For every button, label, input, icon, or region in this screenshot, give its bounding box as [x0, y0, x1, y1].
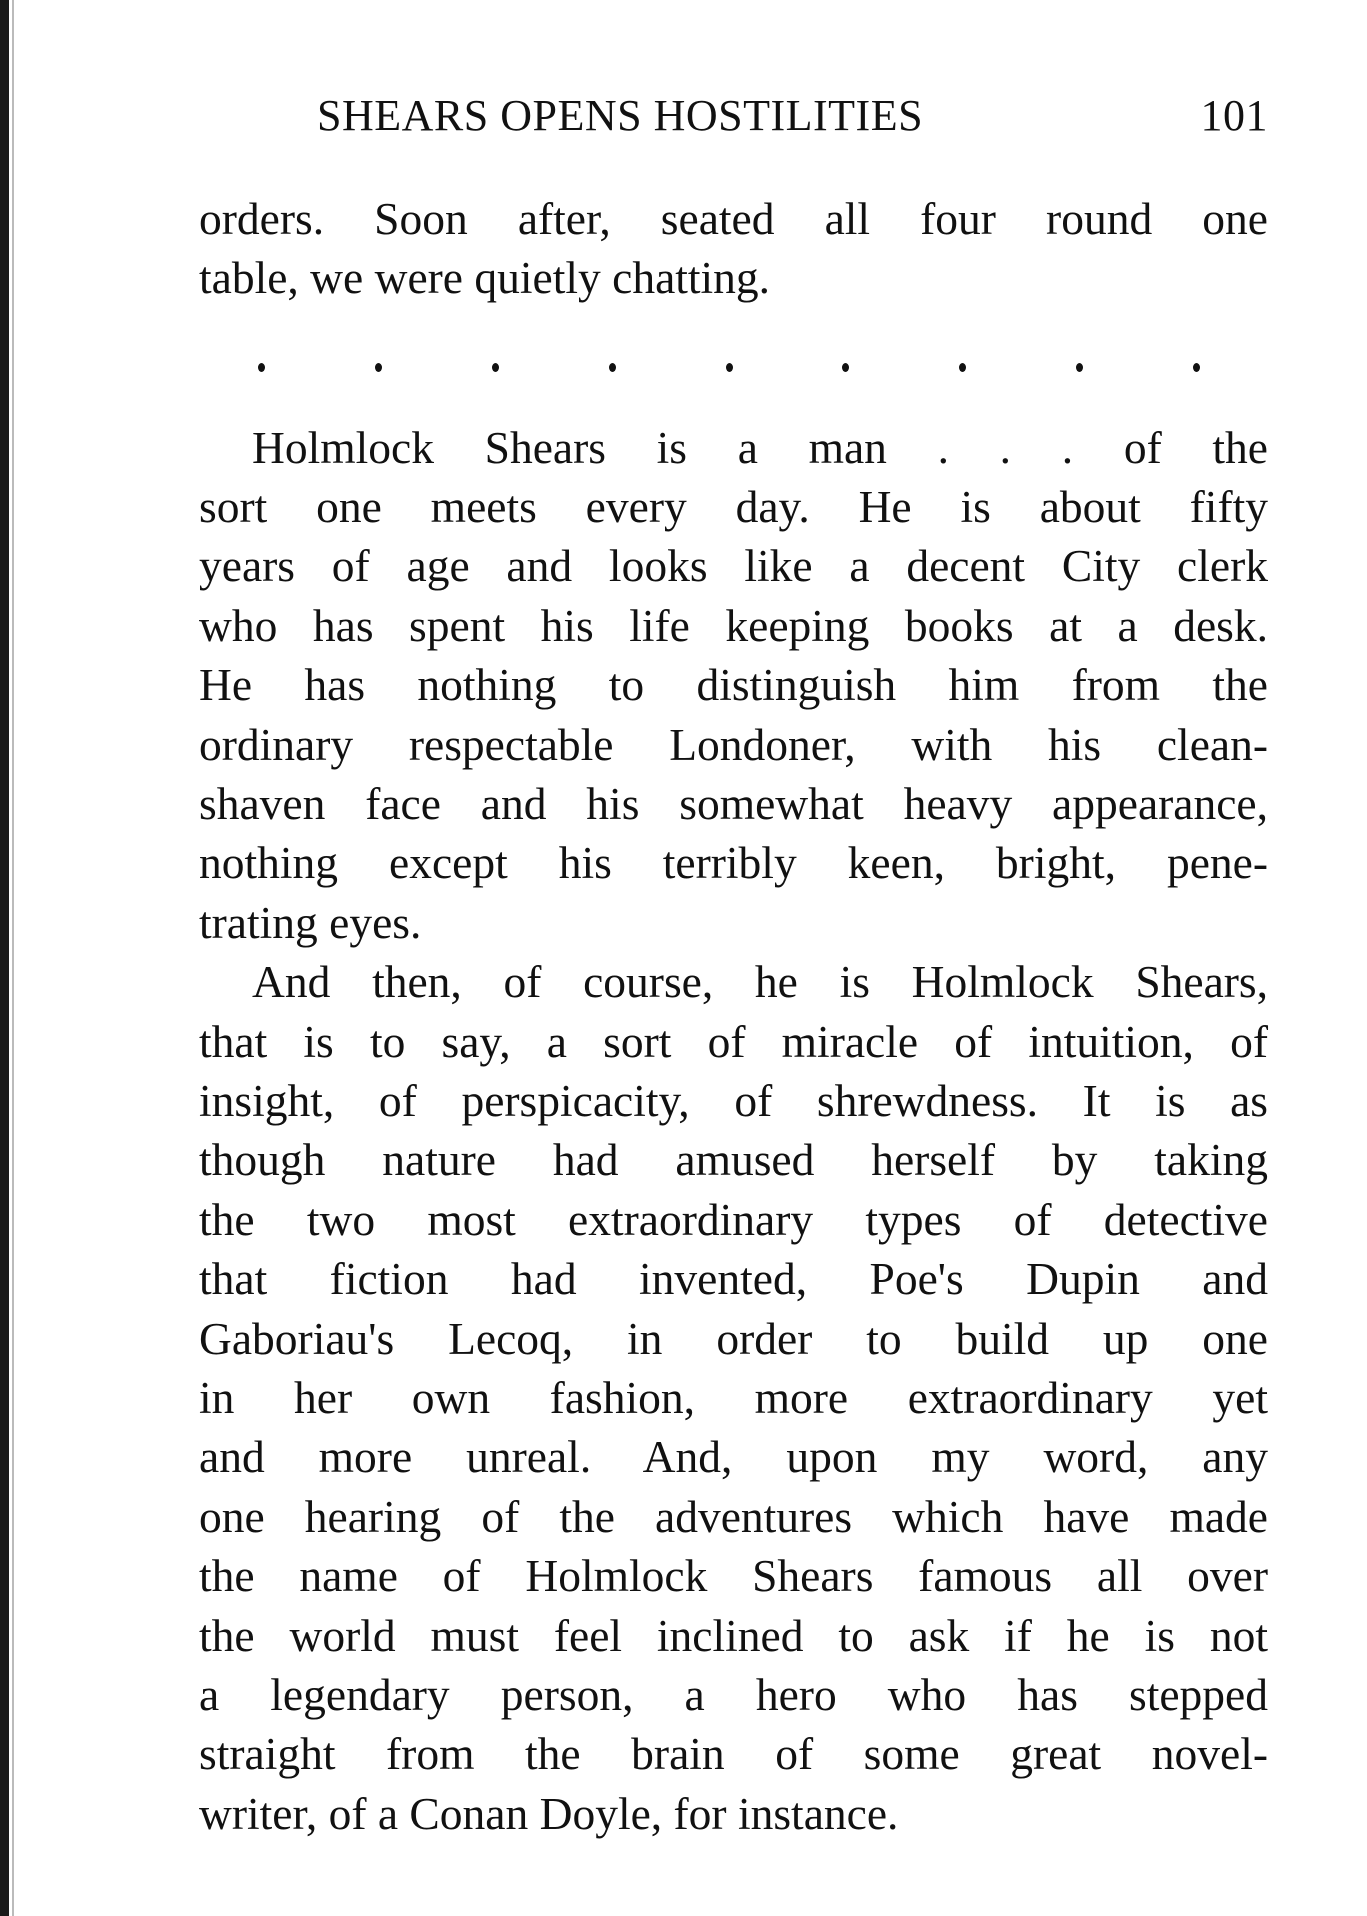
- ellipsis-dot: [375, 363, 382, 372]
- text-line: ordinary respectable Londoner, with his clean-: [199, 718, 1268, 770]
- text-line: that is to say, a sort of miracle of intuition, of: [199, 1015, 1268, 1067]
- text-line: one hearing of the adventures which have made: [199, 1490, 1268, 1542]
- text-line: Gaboriau's Lecoq, in order to build up one: [199, 1312, 1268, 1364]
- text-line: Holmlock Shears is a man . . . of the: [252, 421, 1268, 473]
- running-title: SHEARS OPENS HOSTILITIES: [317, 91, 924, 140]
- ellipsis-dot: [959, 363, 966, 372]
- text-line: who has spent his life keeping books at a desk.: [199, 599, 1268, 651]
- ellipsis-dot: [492, 363, 499, 372]
- ellipsis-dot: [609, 363, 616, 372]
- text-line: in her own fashion, more extraordinary yet: [199, 1371, 1268, 1423]
- page-binding-shadow: [12, 0, 14, 1916]
- text-line: orders. Soon after, seated all four round one: [199, 192, 1268, 244]
- running-header: [317, 86, 1268, 146]
- text-line: table, we were quietly chatting.: [199, 251, 771, 303]
- text-line: sort one meets every day. He is about fifty: [199, 480, 1268, 532]
- text-line: shaven face and his somewhat heavy appearance,: [199, 777, 1268, 829]
- text-line: the name of Holmlock Shears famous all over: [199, 1550, 1268, 1602]
- text-line: And then, of course, he is Holmlock Shears,: [252, 956, 1268, 1008]
- text-line: years of age and looks like a decent City clerk: [199, 540, 1268, 592]
- section-break: [258, 352, 1200, 382]
- text-line: insight, of perspicacity, of shrewdness. It is as: [199, 1074, 1268, 1126]
- text-line: the two most extraordinary types of detective: [199, 1193, 1268, 1245]
- page-number: 101: [1200, 91, 1268, 140]
- ellipsis-dot: [1076, 363, 1083, 372]
- text-line: that fiction had invented, Poe's Dupin and: [199, 1253, 1268, 1305]
- page-binding-edge: [0, 0, 9, 1916]
- ellipsis-dot: [258, 363, 265, 372]
- text-line: writer, of a Conan Doyle, for instance.: [199, 1787, 899, 1839]
- text-line: nothing except his terribly keen, bright, pene-: [199, 837, 1268, 889]
- ellipsis-dot: [842, 363, 849, 372]
- text-line: straight from the brain of some great novel-: [199, 1728, 1268, 1780]
- ellipsis-dot: [1193, 363, 1200, 372]
- text-line: He has nothing to distinguish him from the: [199, 659, 1268, 711]
- text-line: and more unreal. And, upon my word, any: [199, 1431, 1268, 1483]
- text-line: though nature had amused herself by taking: [199, 1134, 1268, 1186]
- ellipsis-dot: [726, 363, 733, 372]
- text-line: trating eyes.: [199, 896, 422, 948]
- text-line: a legendary person, a hero who has stepped: [199, 1668, 1268, 1720]
- text-line: the world must feel inclined to ask if he is not: [199, 1609, 1268, 1661]
